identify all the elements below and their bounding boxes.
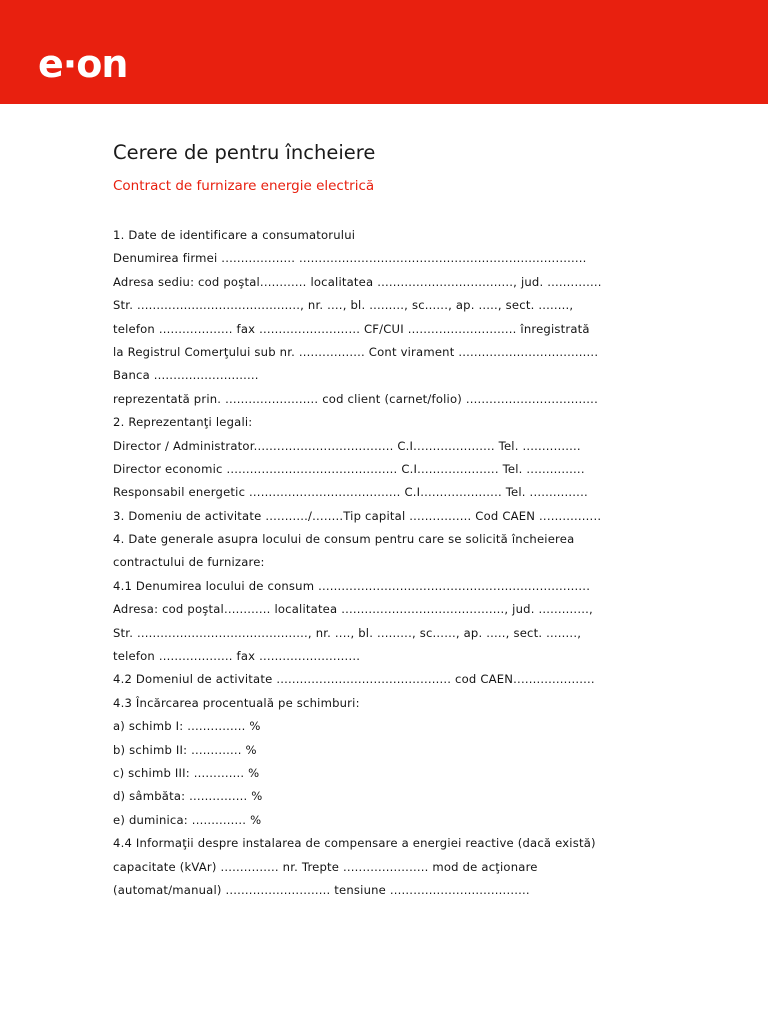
form-line: Str. .........................................., nr. ...., bl. ........., sc......, ap. ....., sect. ........, [113, 298, 574, 313]
form-line: 4.1 Denumirea locului de consum ...................................................................... [113, 578, 591, 593]
document-title: Cerere de pentru încheiere [113, 141, 376, 164]
form-line: telefon ................... fax .......................... CF/CUI ............................ înregistrată [113, 321, 590, 336]
document-subtitle: Contract de furnizare energie electrică [113, 178, 375, 194]
form-line: 4.2 Domeniul de activitate ............................................. cod CAEN..................... [113, 672, 595, 687]
svg-text:e·on: e·on [38, 44, 128, 84]
form-line: d) sâmbăta: ............... % [113, 789, 263, 804]
document-body [113, 138, 658, 902]
form-line: reprezentată prin. ........................ cod client (carnet/folio) .................................. [113, 391, 598, 406]
form-line: Director / Administrator.................................... C.I..................... Tel. ............... [113, 438, 581, 453]
form-line: Str. ............................................, nr. ...., bl. ........., sc......, ap. ....., sect. ........, [113, 625, 582, 640]
form-line: la Registrul Comerţului sub nr. ................. Cont virament .................................... [113, 344, 599, 359]
form-line: 4.4 Informaţii despre instalarea de compensare a energiei reactive (dacă există) [113, 836, 596, 851]
form-line: telefon ................... fax .......................... [113, 649, 361, 664]
form-line: 1. Date de identificare a consumatorului [113, 228, 356, 242]
form-line: e) duminica: .............. % [113, 812, 262, 827]
form-line: Responsabil energetic ....................................... C.I..................... Tel. ............... [113, 485, 588, 500]
form-line: b) schimb II: ............. % [113, 742, 257, 757]
form-line: 2. Reprezentanţi legali: [113, 415, 253, 430]
form-line: Denumirea firmei ................... .......................................................................... [113, 251, 587, 266]
form-line: contractului de furnizare: [113, 555, 265, 570]
form-line: Banca ........................... [113, 368, 259, 383]
form-line: a) schimb I: ............... % [113, 719, 261, 734]
form-line: Adresa sediu: cod poştal............ localitatea ..................................., jud. .............. [113, 274, 602, 289]
form-line: capacitate (kVAr) ............... nr. Trepte ...................... mod de acţionare [113, 859, 538, 874]
form-line: Director economic ............................................ C.I..................... Tel. ............... [113, 461, 585, 476]
form-line: 4.3 Încărcarea procentuală pe schimburi: [113, 695, 360, 710]
form-lines [113, 224, 658, 902]
header-band [0, 0, 768, 104]
eon-logo [38, 44, 152, 84]
form-line: 3. Domeniu de activitate .........../........Tip capital ................ Cod CAEN ................ [113, 508, 602, 523]
form-line: c) schimb III: ............. % [113, 765, 260, 780]
form-line: 4. Date generale asupra locului de consum pentru care se solicită încheierea [113, 532, 575, 547]
form-line: Adresa: cod poştal............ localitatea .........................................., jud. ............., [113, 602, 593, 617]
form-line: (automat/manual) ........................... tensiune .................................... [113, 882, 530, 897]
